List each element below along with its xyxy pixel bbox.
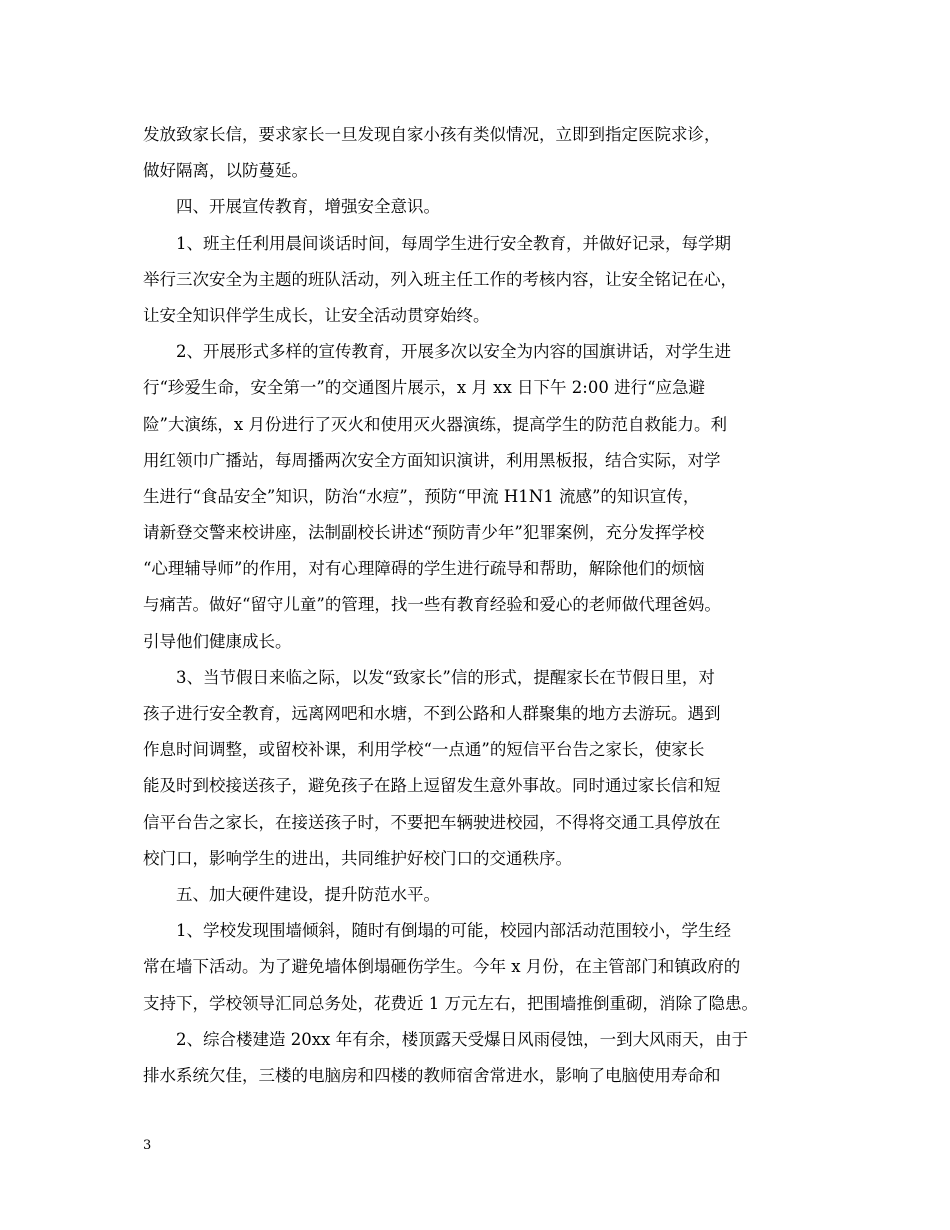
text-line: 行“珍爱生命，安全第一”的交通图片展示，x 月 xx 日下午 2:00 进行“应急避 [143, 378, 705, 398]
text-line: “心理辅导师”的作用，对有心理障碍的学生进行疏导和帮助，解除他们的烦恼 [143, 559, 705, 579]
text-line: 2、综合楼建造 20xx 年有余，楼顶露天受爆日风雨侵蚀，一到大风雨天，由于 [176, 1029, 749, 1049]
text-line: 校门口，影响学生的进出，共同维护好校门口的交通秩序。 [143, 848, 572, 868]
text-line: 举行三次安全为主题的班队活动，列入班主任工作的考核内容，让安全铭记在心， [143, 269, 737, 289]
text-line: 引导他们健康成长。 [143, 631, 292, 651]
text-line: 排水系统欠佳，三楼的电脑房和四楼的教师宿舍常进水，影响了电脑使用寿命和 [143, 1065, 721, 1085]
text-line: 常在墙下活动。为了避免墙体倒塌砸伤学生。今年 x 月份，在主管部门和镇政府的 [143, 957, 741, 977]
text-line: 孩子进行安全教育，远离网吧和水塘，不到公路和人群聚集的地方去游玩。遇到 [143, 704, 721, 723]
text-line: 作息时间调整，或留校补课，利用学校“一点通”的短信平台告之家长，使家长 [143, 740, 705, 760]
text-line: 四、开展宣传教育，增强安全意识。 [176, 197, 440, 217]
text-line: 险”大演练，x 月份进行了灭火和使用灭火器演练，提高学生的防范自救能力。利 [143, 414, 727, 434]
text-line: 1、学校发现围墙倾斜，随时有倒塌的可能，校园内部活动范围较小，学生经 [176, 921, 731, 941]
document-body [143, 117, 823, 1094]
text-line: 1、班主任利用晨间谈话时间，每周学生进行安全教育，并做好记录，每学期 [176, 233, 731, 253]
text-line: 请新登交警来校讲座，法制副校长讲述“预防青少年”犯罪案例，充分发挥学校 [143, 523, 705, 543]
text-line: 2、开展形式多样的宣传教育，开展多次以安全为内容的国旗讲话，对学生进 [176, 342, 731, 362]
text-line: 能及时到校接送孩子，避免孩子在路上逗留发生意外事故。同时通过家长信和短 [143, 776, 721, 796]
text-line: 3、当节假日来临之际，以发“致家长”信的形式，提醒家长在节假日里，对 [176, 667, 715, 687]
page-number: 3 [143, 1138, 152, 1153]
text-line: 生进行“食品安全”知识，防治“水痘”，预防“甲流 H1N1 流感”的知识宣传， [143, 486, 700, 506]
text-line: 支持下，学校领导汇同总务处，花费近 1 万元左右，把围墙推倒重砌，消除了隐患。 [143, 993, 758, 1013]
text-line: 与痛苦。做好“留守儿童”的管理，找一些有教育经验和爱心的老师做代理爸妈。 [143, 595, 721, 615]
text-line: 用红领巾广播站，每周播两次安全方面知识演讲，利用黑板报，结合实际，对学 [143, 450, 721, 470]
text-line: 让安全知识伴学生成长，让安全活动贯穿始终。 [143, 305, 490, 325]
text-line: 发放致家长信，要求家长一旦发现自家小孩有类似情况，立即到指定医院求诊， [143, 125, 721, 144]
text-line: 五、加大硬件建设，提升防范水平。 [176, 884, 440, 904]
text-line: 信平台告之家长，在接送孩子时，不要把车辆驶进校园，不得将交通工具停放在 [143, 812, 721, 832]
text-line: 做好隔离，以防蔓延。 [143, 161, 308, 181]
